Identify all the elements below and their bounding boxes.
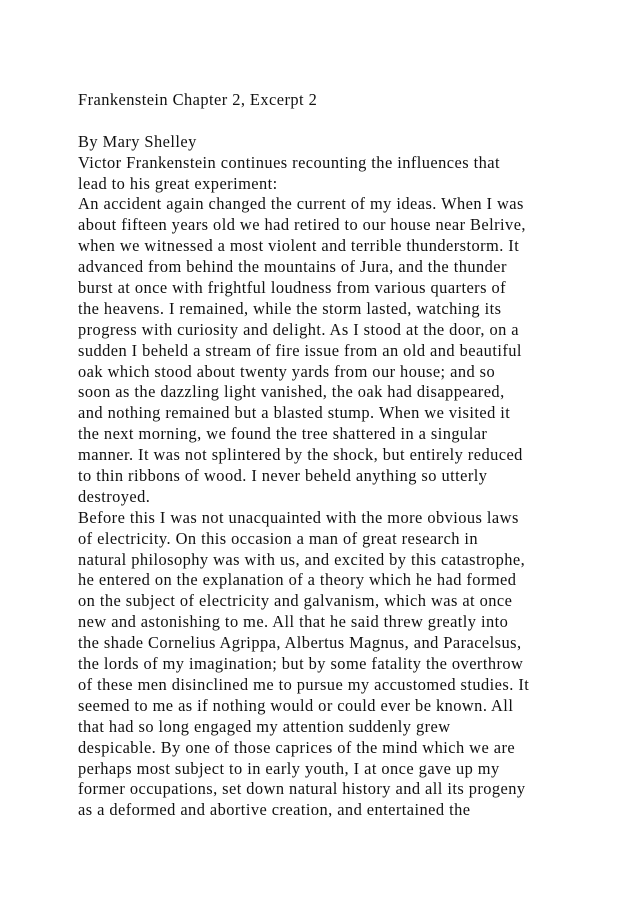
text-line: despicable. By one of those caprices of the mind which we are bbox=[78, 737, 516, 757]
text-line: An accident again changed the current of my ideas. When I was bbox=[78, 194, 524, 214]
text-line: sudden I beheld a stream of fire issue from an old and beautiful bbox=[78, 340, 522, 360]
text-line: the lords of my imagination; but by some fatality the overthrow bbox=[78, 654, 524, 674]
text-line: seemed to me as if nothing would or could ever be known. All bbox=[78, 695, 514, 715]
text-line: Victor Frankenstein continues recounting the influences that bbox=[78, 152, 501, 172]
text-line: the next morning, we found the tree shattered in a singular bbox=[78, 424, 488, 444]
text-line: the shade Cornelius Agrippa, Albertus Magnus, and Paracelsus, bbox=[78, 633, 522, 653]
author-line: By Mary Shelley bbox=[78, 131, 197, 151]
text-line: manner. It was not splintered by the shock, but entirely reduced bbox=[78, 445, 523, 465]
text-line: to thin ribbons of wood. I never beheld anything so utterly bbox=[78, 466, 488, 486]
text-line: advanced from behind the mountains of Jura, and the thunder bbox=[78, 257, 507, 277]
text-line: perhaps most subject to in early youth, I at once gave up my bbox=[78, 758, 500, 778]
text-line: he entered on the explanation of a theory which he had formed bbox=[78, 570, 517, 590]
text-line: natural philosophy was with us, and excited by this catastrophe, bbox=[78, 549, 526, 569]
text-line: destroyed. bbox=[78, 486, 151, 506]
text-line: lead to his great experiment: bbox=[78, 173, 278, 193]
text-line: of these men disinclined me to pursue my accustomed studies. It bbox=[78, 674, 530, 694]
text-line: of electricity. On this occasion a man of great research in bbox=[78, 528, 479, 548]
document-body bbox=[78, 90, 618, 821]
text-line: new and astonishing to me. All that he said threw greatly into bbox=[78, 612, 509, 632]
document-title: Frankenstein Chapter 2, Excerpt 2 bbox=[78, 90, 318, 109]
blank-line bbox=[78, 111, 618, 132]
text-line: progress with curiosity and delight. As I stood at the door, on a bbox=[78, 319, 520, 339]
text-line: oak which stood about twenty yards from our house; and so bbox=[78, 361, 496, 381]
text-line: the heavens. I remained, while the storm lasted, watching its bbox=[78, 298, 502, 318]
text-line: about fifteen years old we had retired to our house near Belrive, bbox=[78, 215, 526, 235]
text-line: as a deformed and abortive creation, and entertained the bbox=[78, 800, 471, 820]
text-line: that had so long engaged my attention suddenly grew bbox=[78, 716, 451, 736]
text-line: burst at once with frightful loudness from various quarters of bbox=[78, 278, 507, 298]
text-line: on the subject of electricity and galvanism, which was at once bbox=[78, 591, 513, 611]
text-line: Before this I was not unacquainted with the more obvious laws bbox=[78, 507, 519, 527]
text-line: and nothing remained but a blasted stump. When we visited it bbox=[78, 403, 511, 423]
text-line: former occupations, set down natural history and all its progeny bbox=[78, 779, 526, 799]
text-line: when we witnessed a most violent and terrible thunderstorm. It bbox=[78, 236, 520, 256]
text-line: soon as the dazzling light vanished, the oak had disappeared, bbox=[78, 382, 505, 402]
